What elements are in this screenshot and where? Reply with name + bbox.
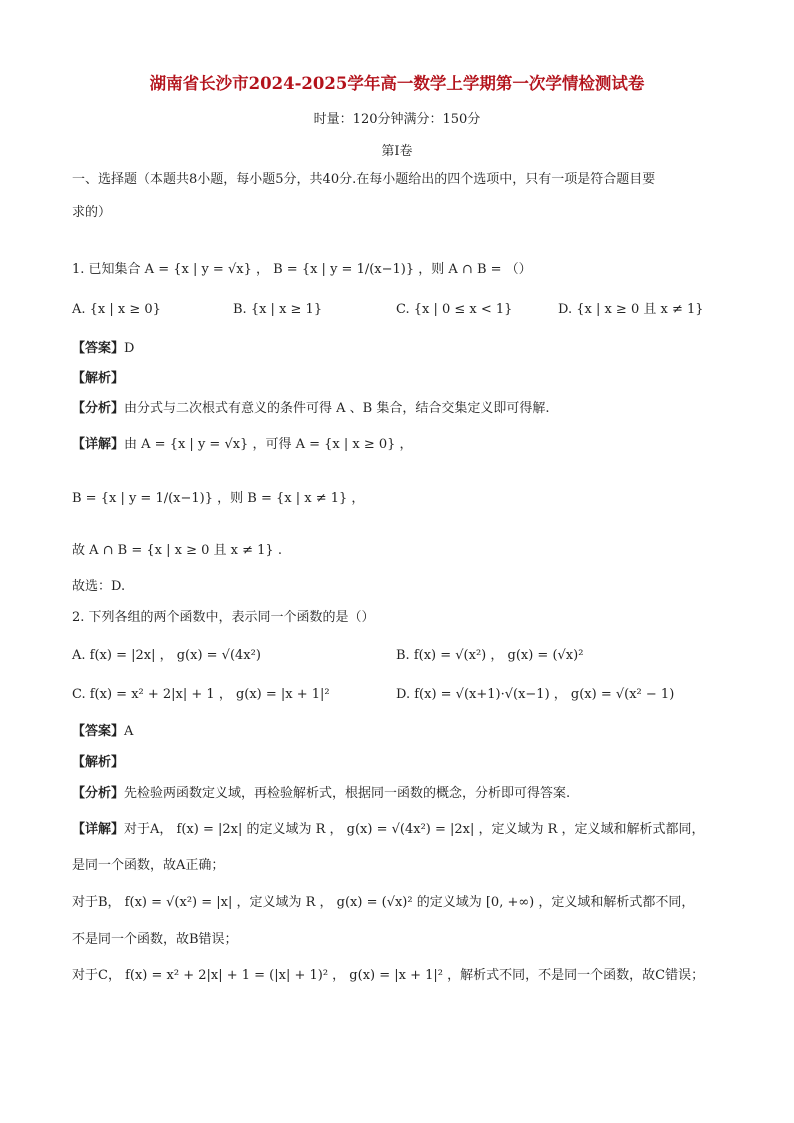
q1-option-c: C. {x | 0 ≤ x < 1} bbox=[396, 302, 513, 317]
answer-tag: 【答案】 bbox=[72, 341, 125, 356]
q1-fenxi-line bbox=[72, 399, 550, 419]
q2-option-c: C. f(x) = x² + 2|x| + 1 ， g(x) = |x + 1|² bbox=[72, 687, 330, 702]
q2-option-a: A. f(x) = |2x| ， g(x) = √(4x²) bbox=[72, 648, 261, 663]
q1-option-a: A. {x | x ≥ 0} bbox=[72, 302, 161, 317]
q2-answer: A bbox=[124, 724, 134, 739]
q2-detail4: 不是同一个函数，故B错误； bbox=[72, 932, 238, 947]
q2-answer-line bbox=[72, 722, 133, 742]
page-title: 湖南省长沙市2024-2025学年高一数学上学期第一次学情检测试卷 bbox=[149, 74, 645, 93]
q2-fenxi: 先检验两函数定义域，再检验解析式，根据同一函数的概念，分析即可得答案. bbox=[124, 786, 571, 801]
fenxi-tag: 【分析】 bbox=[72, 401, 125, 416]
analysis-tag: 【解析】 bbox=[72, 371, 125, 386]
q1-choose: 故选：D. bbox=[72, 579, 126, 594]
xiangjie-tag: 【详解】 bbox=[72, 437, 125, 452]
analysis-tag: 【解析】 bbox=[72, 755, 125, 770]
q1-answer-line bbox=[72, 339, 134, 359]
q2-option-d: D. f(x) = √(x+1)·√(x−1) ， g(x) = √(x² − 1) bbox=[396, 687, 675, 702]
q1-option-d: D. {x | x ≥ 0 且 x ≠ 1} bbox=[558, 302, 704, 317]
time-info: 时量：120分钟满分：150分 bbox=[313, 112, 481, 127]
fenxi-tag: 【分析】 bbox=[72, 786, 125, 801]
q2-stem: 2. 下列各组的两个函数中，表示同一个函数的是（） bbox=[72, 610, 375, 625]
xiangjie-tag: 【详解】 bbox=[72, 822, 125, 837]
q2-detail5: 对于C， f(x) = x² + 2|x| + 1 = (|x| + 1)² ， g(x) = |x + 1|² ，解析式不同，不是同一个函数，故C错误； bbox=[72, 968, 705, 983]
q2-detail-line1 bbox=[72, 820, 705, 840]
q1-fenxi: 由分式与二次根式有意义的条件可得 A 、B 集合，结合交集定义即可得解. bbox=[124, 401, 550, 416]
q2-analysis-tag bbox=[72, 753, 124, 773]
q2-option-b: B. f(x) = √(x²) ， g(x) = (√x)² bbox=[396, 648, 584, 663]
q1-detail1: 由 A = {x | y = √x} ，可得 A = {x | x ≥ 0} ， bbox=[124, 437, 413, 452]
q1-option-b: B. {x | x ≥ 1} bbox=[233, 302, 323, 317]
volume-label: 第I卷 bbox=[381, 144, 413, 159]
q1-detail3: 故 A ∩ B = {x | x ≥ 0 且 x ≠ 1} . bbox=[72, 543, 282, 558]
answer-tag: 【答案】 bbox=[72, 724, 125, 739]
q1-detail-line1 bbox=[72, 435, 413, 455]
q2-detail1: 对于A， f(x) = |2x| 的定义域为 R ， g(x) = √(4x²) = |2x| ，定义域为 R ，定义域和解析式都同， bbox=[124, 822, 705, 837]
q1-stem: 1. 已知集合 A = {x | y = √x} ， B = {x | y = 1/(x−1)} ，则 A ∩ B = （） bbox=[72, 262, 532, 277]
q1-analysis-tag bbox=[72, 369, 124, 389]
section-intro-line2: 求的） bbox=[72, 205, 112, 220]
section-intro-line1: 一、选择题（本题共8小题，每小题5分，共40分.在每小题给出的四个选项中，只有一项是符合题目要 bbox=[72, 172, 656, 187]
q2-detail3: 对于B， f(x) = √(x²) = |x| ，定义域为 R ， g(x) = (√x)² 的定义域为 [0, +∞) ，定义域和解析式都不同， bbox=[72, 895, 695, 910]
q2-fenxi-line bbox=[72, 784, 570, 804]
q1-detail2: B = {x | y = 1/(x−1)} ，则 B = {x | x ≠ 1} ， bbox=[72, 491, 365, 506]
q2-detail2: 是同一个函数，故A正确； bbox=[72, 858, 225, 873]
q1-answer: D bbox=[124, 341, 135, 356]
